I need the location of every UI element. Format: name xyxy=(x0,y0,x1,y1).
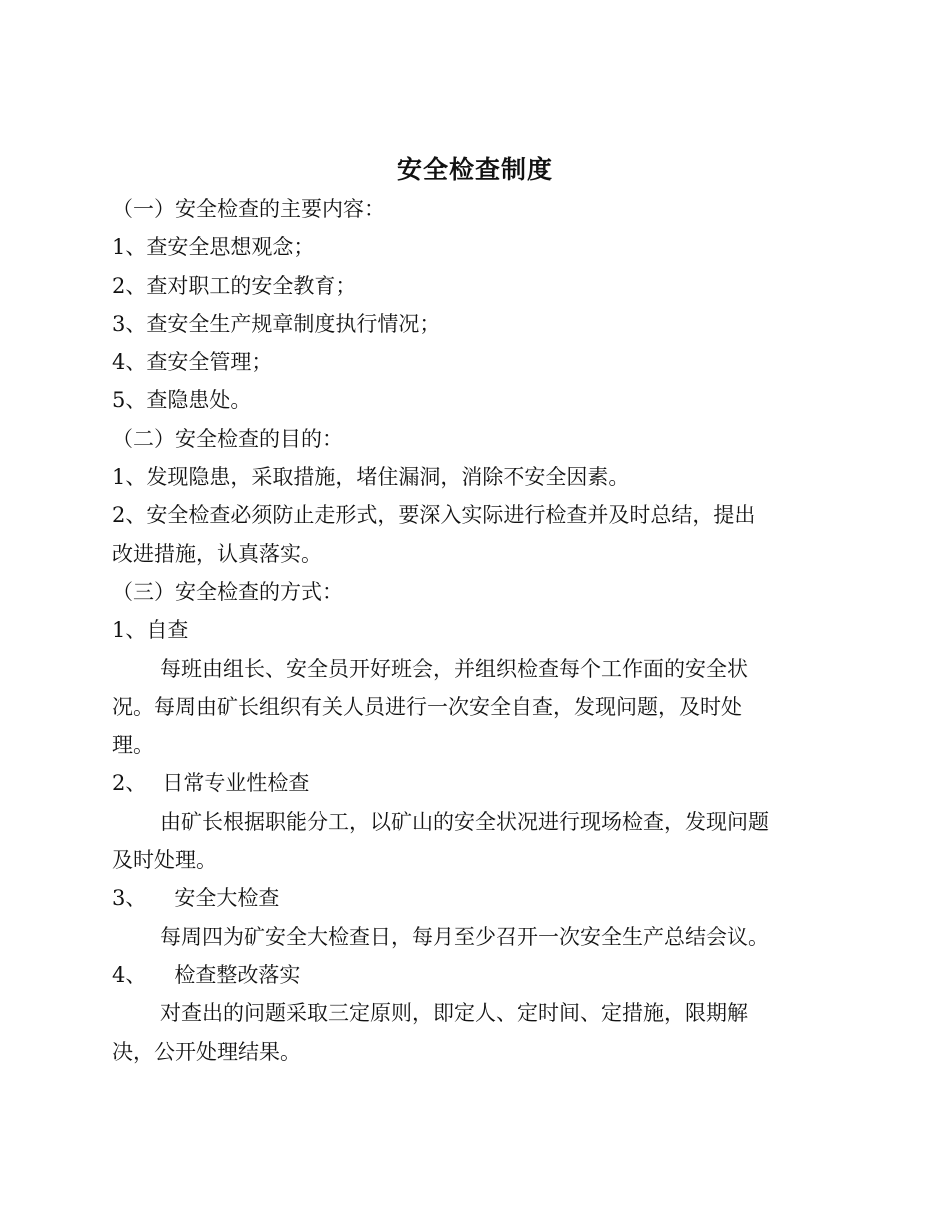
method-3-title: 安全大检查 xyxy=(174,886,280,911)
section-2-heading: （二）安全检查的目的： xyxy=(112,426,343,451)
document-body xyxy=(112,190,836,1071)
content-item-4: 4、查安全管理； xyxy=(112,350,273,375)
section-3-heading: （三）安全检查的方式： xyxy=(112,579,343,604)
method-2-text-line-2: 及时处理。 xyxy=(112,848,217,873)
method-3-number: 3、 xyxy=(112,886,147,911)
document-title: 安全检查制度 xyxy=(396,155,553,184)
method-1-title: 1、自查 xyxy=(112,618,189,643)
purpose-item-2-line-1: 2、安全检查必须防止走形式，要深入实际进行检查并及时总结，提出 xyxy=(112,503,756,528)
method-3-text-line-1: 每周四为矿安全大检查日，每月至少召开一次安全生产总结会议。 xyxy=(160,924,769,949)
section-1-heading: （一）安全检查的主要内容： xyxy=(112,197,385,221)
method-4-text-line-1: 对查出的问题采取三定原则，即定人、定时间、定措施，限期解 xyxy=(160,1001,748,1026)
method-3-heading xyxy=(112,879,836,917)
method-2-number: 2、 xyxy=(112,771,147,796)
method-2-heading xyxy=(112,764,836,802)
method-1-text-line-3: 理。 xyxy=(112,733,154,758)
content-item-3: 3、查安全生产规章制度执行情况； xyxy=(112,311,441,336)
method-1-text-line-1: 每班由组长、安全员开好班会，并组织检查每个工作面的安全状 xyxy=(160,656,748,681)
purpose-item-1: 1、发现隐患，采取措施，堵住漏洞，消除不安全因素。 xyxy=(112,465,630,490)
method-4-title: 检查整改落实 xyxy=(174,962,301,987)
method-2-title: 日常专业性检查 xyxy=(162,771,310,796)
method-4-text-line-2: 决，公开处理结果。 xyxy=(112,1039,301,1064)
content-item-2: 2、查对职工的安全教育； xyxy=(112,273,357,298)
method-4-number: 4、 xyxy=(112,962,147,987)
purpose-item-2-line-2: 改进措施，认真落实。 xyxy=(112,541,322,566)
method-4-heading xyxy=(112,956,836,994)
method-2-text-line-1: 由矿长根据职能分工，以矿山的安全状况进行现场检查，发现问题 xyxy=(160,809,769,834)
method-1-text-line-2: 况。每周由矿长组织有关人员进行一次安全自查，发现问题，及时处 xyxy=(112,694,742,719)
content-item-1: 1、查安全思想观念； xyxy=(112,235,315,260)
content-item-5: 5、查隐患处。 xyxy=(112,388,252,413)
